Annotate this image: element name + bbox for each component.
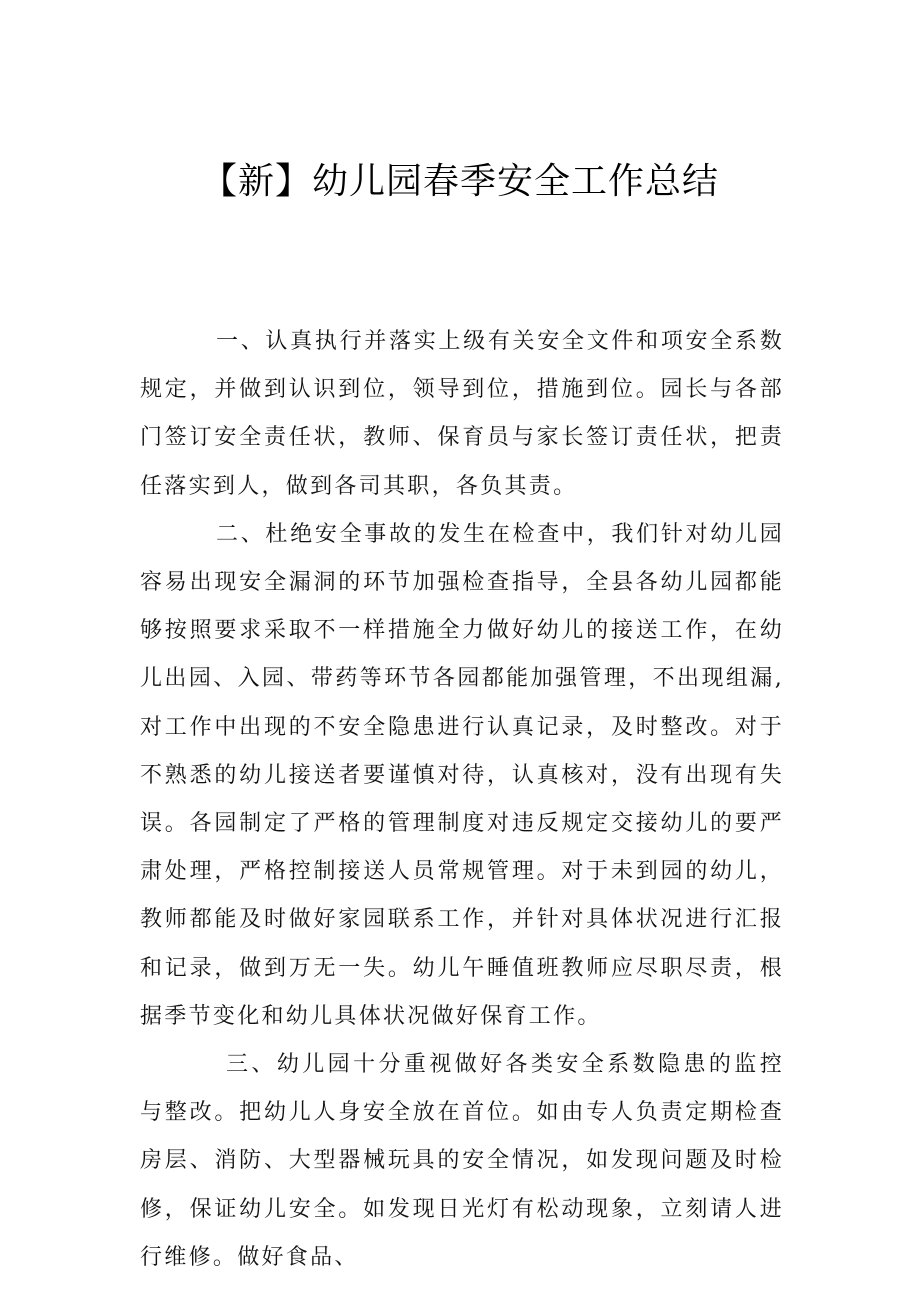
paragraph-1: 一、认真执行并落实上级有关安全文件和项安全系数规定，并做到认识到位，领导到位，措施到位。园长与各部门签订安全责任状，教师、保育员与家长签订责任状，把责任落实到人，做到各司其职，各负其责。	[140, 329, 784, 499]
paragraph-3: 三、幼儿园十分重视做好各类安全系数隐患的监控与整改。把幼儿人身安全放在首位。如由专人负责定期检查房层、消防、大型器械玩具的安全情况，如发现问题及时检修，保证幼儿安全。如发现日光灯有松动现象，立刻请人进行维修。做好食品、	[140, 1052, 784, 1270]
document-title: 【新】幼儿园春季安全工作总结	[200, 161, 719, 203]
document-body	[140, 318, 784, 1282]
paragraph-2: 二、杜绝安全事故的发生在检查中，我们针对幼儿园容易出现安全漏洞的环节加强检查指导，全县各幼儿园都能够按照要求采取不一样措施全力做好幼儿的接送工作，在幼儿出园、入园、带药等环节各园都能加强管理，不出现组漏,对工作中出现的不安全隐患进行认真记录，及时整改。对于不熟悉的幼儿接送者要谨慎对待，认真核对，没有出现有失误。各园制定了严格的管理制度对违反规定交接幼儿的要严肃处理，严格控制接送人员常规管理。对于未到园的幼儿，教师都能及时做好家园联系工作，并针对具体状况进行汇报和记录，做到万无一失。幼儿午睡值班教师应尽职尽责，根据季节变化和幼儿具体状况做好保育工作。	[140, 521, 784, 1029]
